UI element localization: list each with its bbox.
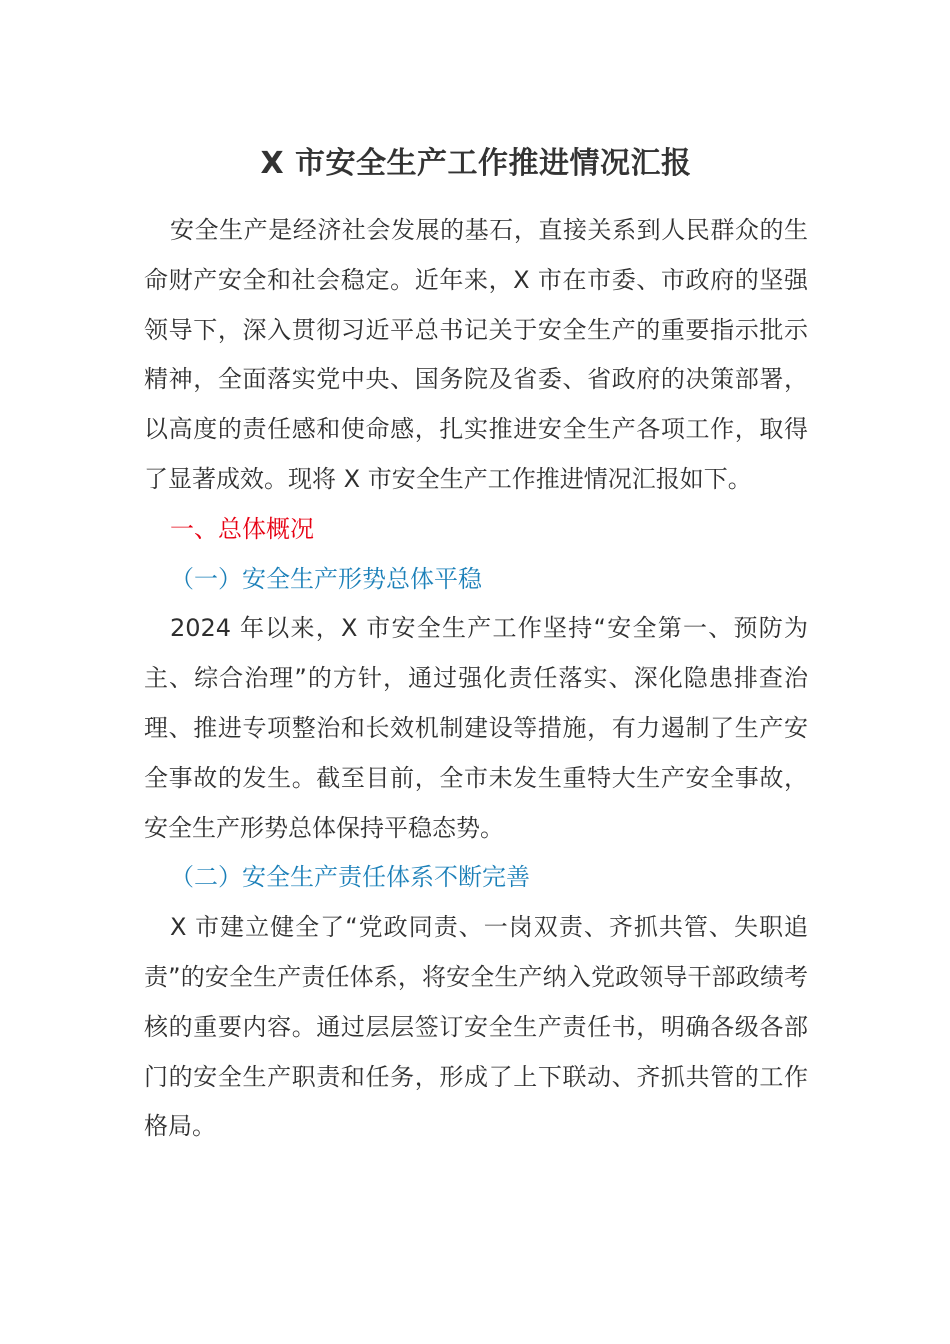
document-title: X 市安全生产工作推进情况汇报 xyxy=(260,146,692,181)
responsibility-paragraph: X 市建立健全了“党政同责、一岗双责、齐抓共管、失职追责”的安全生产责任体系，将安全生产纳入党政领导干部政绩考核的重要内容。通过层层签订安全生产责任书，明确各级各部门的安全生产职责和任务，形成了上下联动、齐抓共管的工作格局。 xyxy=(144,913,808,1141)
intro-paragraph: 安全生产是经济社会发展的基石，直接关系到人民群众的生命财产安全和社会稳定。近年来，X 市在市委、市政府的坚强领导下，深入贯彻习近平总书记关于安全生产的重要指示批示精神，全面落实党中央、国务院及省委、省政府的决策部署，以高度的责任感和使命感，扎实推进安全生产各项工作，取得了显著成效。现将 X 市安全生产工作推进情况汇报如下。 xyxy=(144,216,808,493)
subsection-heading-situation: （一）安全生产形势总体平稳 xyxy=(170,564,482,593)
subsection-heading-responsibility: （二）安全生产责任体系不断完善 xyxy=(170,863,530,892)
document-page xyxy=(144,140,808,1152)
section-heading-overview: 一、总体概况 xyxy=(170,514,314,543)
situation-paragraph: 2024 年以来，X 市安全生产工作坚持“安全第一、预防为主、综合治理”的方针，通过强化责任落实、深化隐患排查治理、推进专项整治和长效机制建设等措施，有力遏制了生产安全事故的发生。截至目前，全市未发生重特大生产安全事故，安全生产形势总体保持平稳态势。 xyxy=(144,614,808,842)
